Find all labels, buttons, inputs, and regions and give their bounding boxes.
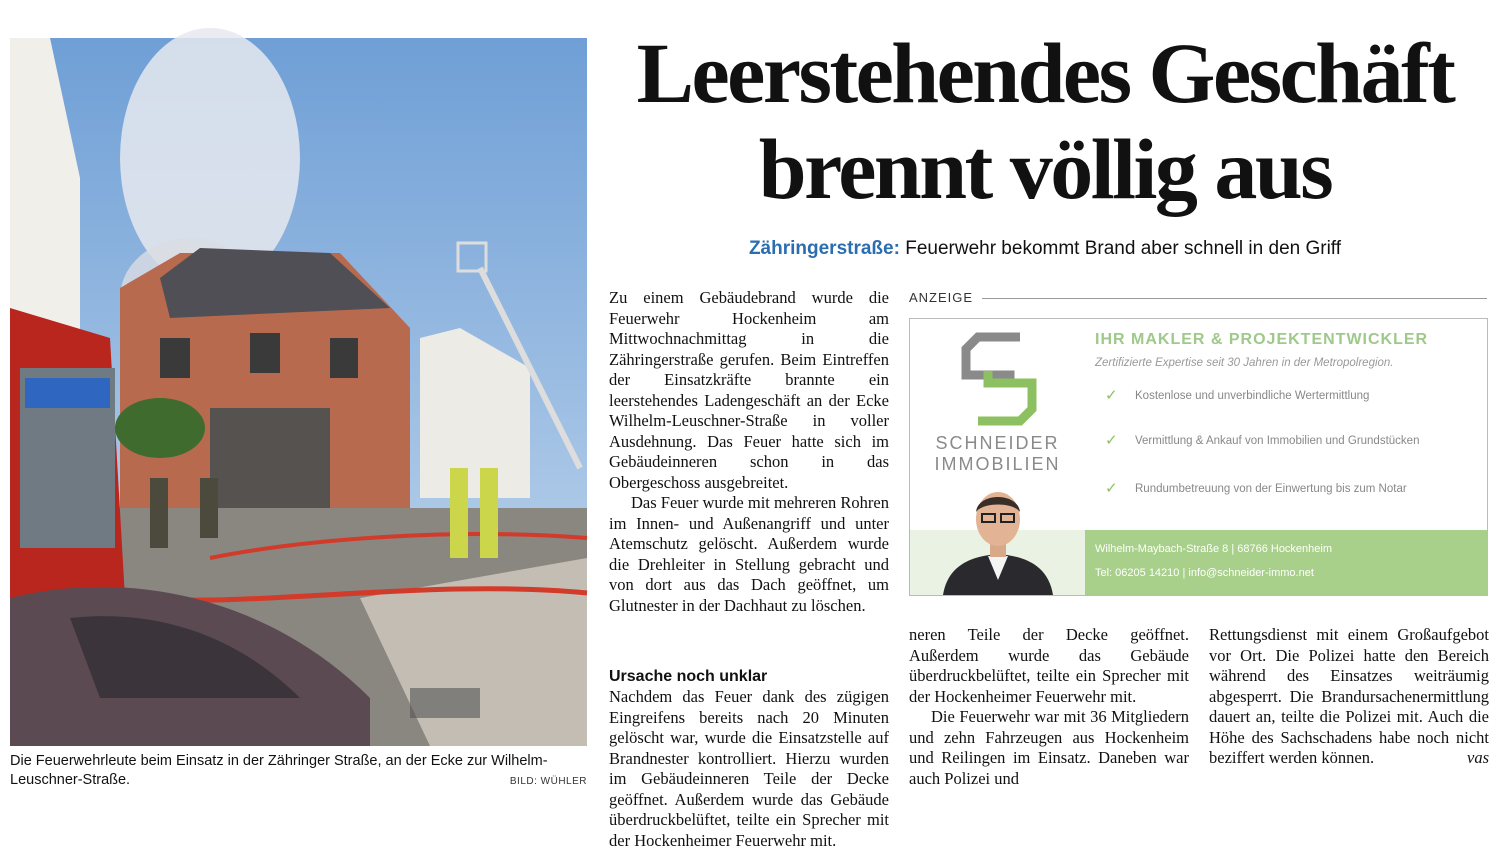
ad-feature-text: Vermittlung & Ankauf von Immobilien und Grundstücken xyxy=(1135,435,1420,447)
subhead-text: Feuerwehr bekommt Brand aber schnell in den Griff xyxy=(899,238,1342,259)
article-paragraph-1: Zu einem Gebäudebrand wurde die Feuerwehr Hockenheim am Mittwochnachmittag in die Zähringerstraße gerufen. Beim Eintreffen der Einsatzkräfte brannte ein leerstehendes Ladengeschäft an der Ecke Wilhelm-Leuschner-Straße in voller Ausdehnung. Das Feuer hatte sich im Gebäudeinneren schon in das Obergeschoss ausgebreitet. xyxy=(609,288,889,492)
ad-feature-text: Kostenlose und unverbindliche Wertermittlung xyxy=(1135,390,1370,402)
article-column-3 xyxy=(1209,625,1489,769)
ad-title: IHR MAKLER & PROJEKTENTWICKLER xyxy=(1095,331,1429,348)
check-icon: ✓ xyxy=(1105,479,1118,497)
agent-portrait xyxy=(938,484,1058,595)
photo-caption: Die Feuerwehrleute beim Einsatz in der Zähringer Straße, an der Ecke zur Wilhelm-Leuschner-Straße. xyxy=(10,753,548,788)
check-icon: ✓ xyxy=(1105,431,1118,449)
article-subheading: Ursache noch unklar xyxy=(609,668,768,685)
article-paragraph-4-end: Rettungsdienst mit einem Großaufgebot vor Ort. Die Polizei hatte den Bereich während des Einsatzes weiträumig abgesperrt. Die Brandursachenermittlung dauert an, teilte die Polizei mit. Auch die Höhe des Sachschadens habe noch nicht beziffert werden können. vas xyxy=(1209,625,1489,767)
advertisement[interactable] xyxy=(909,318,1488,596)
subheadline xyxy=(600,238,1490,260)
headline-line-2: brennt völlig aus xyxy=(758,121,1332,217)
article-column-1 xyxy=(609,288,889,616)
article-column-2 xyxy=(909,625,1189,789)
article-paragraph-2: Das Feuer wurde mit mehreren Rohren im Innen- und Außenangriff und unter Atemschutz gelöscht. Außerdem wurde die Drehleiter in Stellung gebracht und von dort aus das Dach geöffnet, um Glutnester in der Dachhaut zu löschen. xyxy=(609,493,889,615)
author-signature: vas xyxy=(1467,748,1489,767)
article-photo xyxy=(10,38,587,746)
headline xyxy=(600,25,1490,217)
article-paragraph-3-continued: neren Teile der Decke geöffnet. Außerdem wurde das Gebäude überdruckbelüftet, teilte ein Sprecher mit der Hockenheimer Feuerwehr mit. xyxy=(909,625,1189,706)
ad-feature-text: Rundumbetreuung von der Einwertung bis zum Notar xyxy=(1135,483,1407,495)
photo-credit: BILD: WÜHLER xyxy=(509,776,587,787)
ad-contact[interactable]: Tel: 06205 14210 | info@schneider-immo.net xyxy=(1095,567,1314,579)
article-column-1-lower xyxy=(609,667,889,850)
check-icon: ✓ xyxy=(1105,386,1118,404)
article-paragraph-4-start: Die Feuerwehr war mit 36 Mitgliedern und zehn Fahrzeugen aus Hockenheim und Reilingen im Einsatz. Daneben war auch Polizei und xyxy=(909,707,1189,788)
subhead-keyword: Zähringerstraße: xyxy=(748,238,900,259)
ad-label: ANZEIGE xyxy=(909,290,974,305)
article-paragraph-3: Nachdem das Feuer dank des zügigen Eingreifens bereits nach 20 Minuten gelöscht war, wurde die Einsatzstelle auf Brandnester kontrolliert. Hierzu wurden im Gebäudeinneren Teile der Decke geöffnet. Außerdem wurde das Gebäude überdruckbelüftet, teilte ein Sprecher mit der Hockenheimer Feuerwehr mit. xyxy=(609,687,889,850)
schneider-logo-icon xyxy=(960,331,1038,427)
ad-tagline: Zertifizierte Expertise seit 30 Jahren in der Metropolregion. xyxy=(1095,357,1394,369)
headline-line-1: Leerstehendes Geschäft xyxy=(636,25,1454,121)
ad-brand-subname: IMMOBILIEN xyxy=(934,454,1061,474)
ad-brand-name: SCHNEIDER xyxy=(935,433,1060,453)
ad-divider xyxy=(982,298,1487,299)
ad-address: Wilhelm-Maybach-Straße 8 | 68766 Hockenheim xyxy=(1095,543,1333,555)
